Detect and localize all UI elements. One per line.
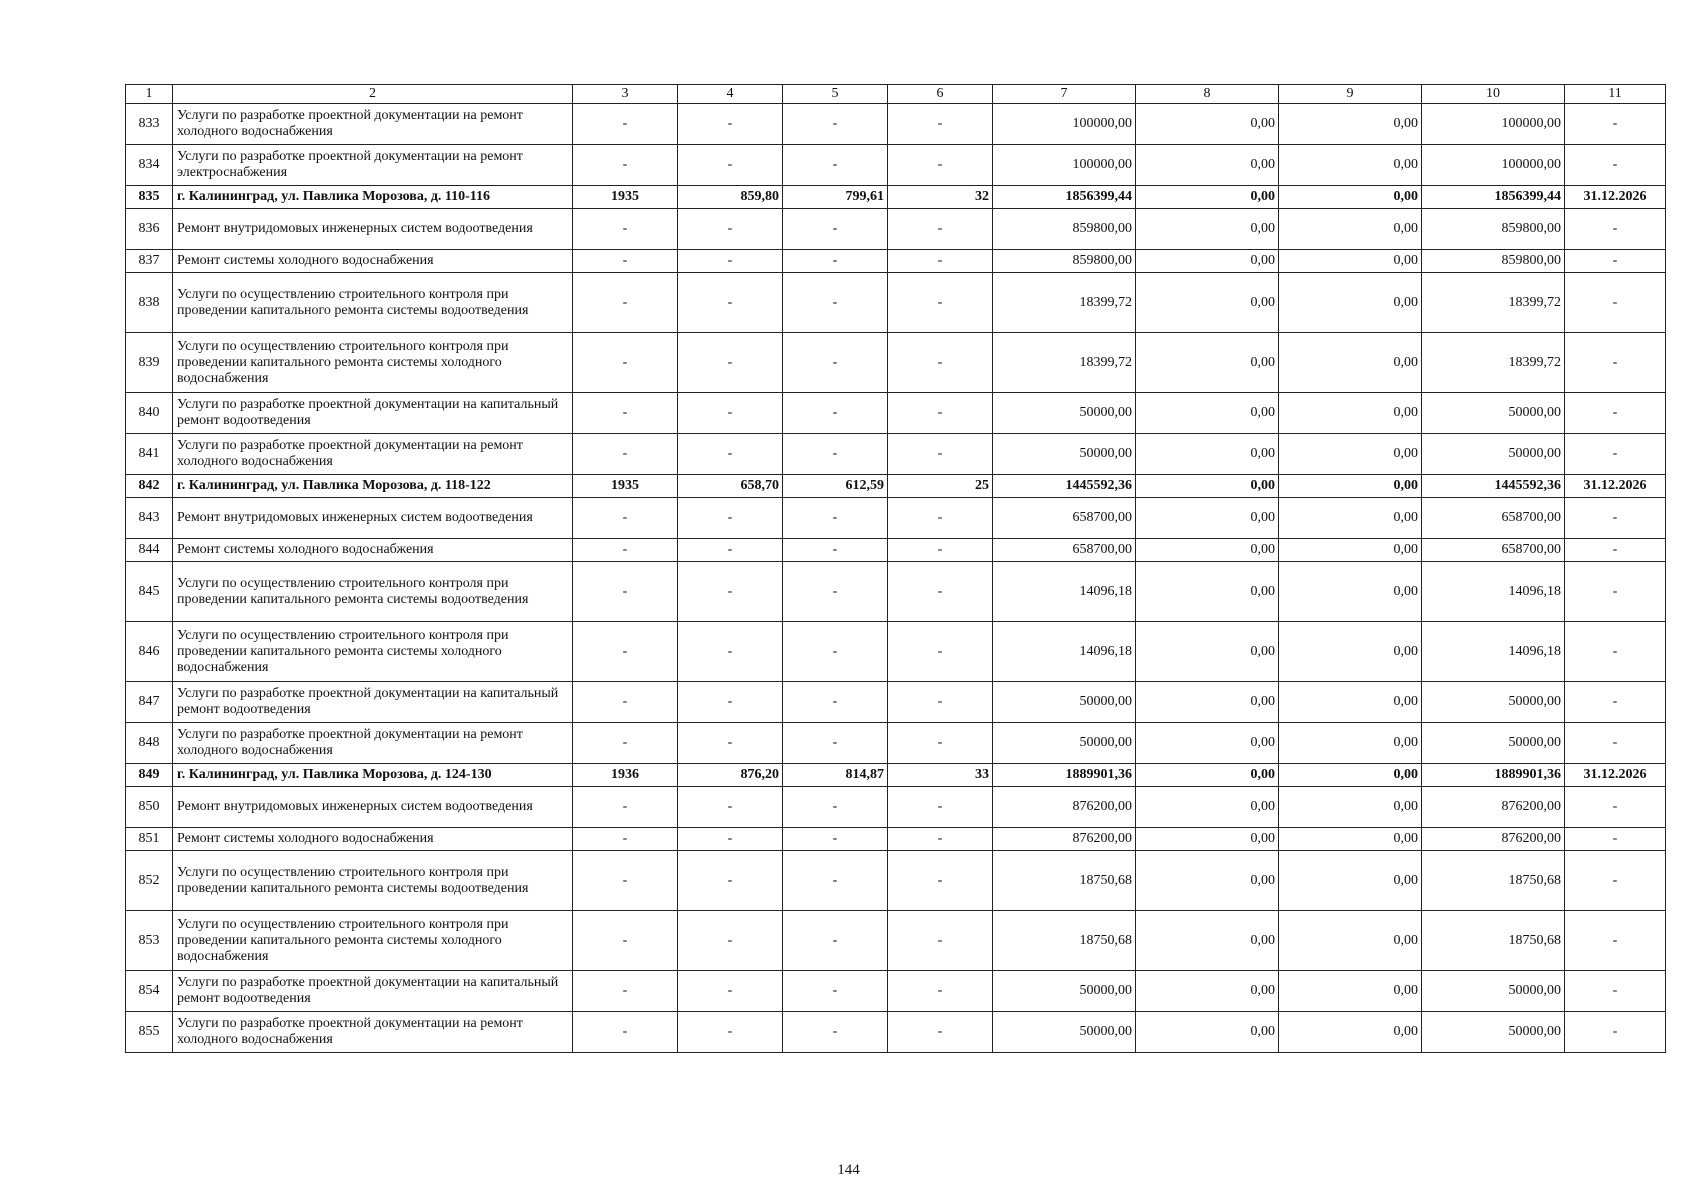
col6-cell: - bbox=[888, 104, 993, 145]
col10-cell: 1856399,44 bbox=[1422, 186, 1565, 209]
col10-cell: 859800,00 bbox=[1422, 250, 1565, 273]
col4-cell: - bbox=[678, 828, 783, 851]
row-number-cell: 847 bbox=[126, 682, 173, 723]
col5-cell: - bbox=[783, 682, 888, 723]
table-row bbox=[126, 682, 1666, 723]
col3-cell: - bbox=[573, 434, 678, 475]
item-name-cell: г. Калининград, ул. Павлика Морозова, д. 118-122 bbox=[173, 475, 573, 498]
col6-cell: - bbox=[888, 145, 993, 186]
col11-cell: 31.12.2026 bbox=[1565, 475, 1666, 498]
col7-cell: 14096,18 bbox=[993, 622, 1136, 682]
col7-cell: 50000,00 bbox=[993, 434, 1136, 475]
col4-cell: - bbox=[678, 851, 783, 911]
column-header-cell: 6 bbox=[888, 85, 993, 104]
col3-cell: - bbox=[573, 828, 678, 851]
column-number-header bbox=[126, 85, 1666, 104]
col4-cell: 859,80 bbox=[678, 186, 783, 209]
col5-cell: - bbox=[783, 209, 888, 250]
col4-cell: - bbox=[678, 682, 783, 723]
col3-cell: - bbox=[573, 911, 678, 971]
col8-cell: 0,00 bbox=[1136, 145, 1279, 186]
col10-cell: 50000,00 bbox=[1422, 434, 1565, 475]
col6-cell: - bbox=[888, 682, 993, 723]
col8-cell: 0,00 bbox=[1136, 682, 1279, 723]
col10-cell: 18399,72 bbox=[1422, 273, 1565, 333]
program-table bbox=[125, 84, 1666, 1053]
table-row bbox=[126, 104, 1666, 145]
col11-cell: - bbox=[1565, 851, 1666, 911]
row-number-cell: 854 bbox=[126, 971, 173, 1012]
col11-cell: - bbox=[1565, 434, 1666, 475]
table-row bbox=[126, 911, 1666, 971]
col5-cell: - bbox=[783, 434, 888, 475]
col10-cell: 50000,00 bbox=[1422, 393, 1565, 434]
col4-cell: - bbox=[678, 539, 783, 562]
col9-cell: 0,00 bbox=[1279, 104, 1422, 145]
table-row bbox=[126, 145, 1666, 186]
col5-cell: - bbox=[783, 851, 888, 911]
col7-cell: 876200,00 bbox=[993, 828, 1136, 851]
col6-cell: - bbox=[888, 539, 993, 562]
col6-cell: - bbox=[888, 273, 993, 333]
col6-cell: 25 bbox=[888, 475, 993, 498]
col8-cell: 0,00 bbox=[1136, 1012, 1279, 1053]
row-number-cell: 850 bbox=[126, 787, 173, 828]
col9-cell: 0,00 bbox=[1279, 539, 1422, 562]
col5-cell: 612,59 bbox=[783, 475, 888, 498]
col3-cell: - bbox=[573, 562, 678, 622]
col10-cell: 50000,00 bbox=[1422, 682, 1565, 723]
table-row bbox=[126, 539, 1666, 562]
col3-cell: - bbox=[573, 787, 678, 828]
col11-cell: - bbox=[1565, 911, 1666, 971]
column-header-cell: 1 bbox=[126, 85, 173, 104]
col4-cell: - bbox=[678, 562, 783, 622]
col9-cell: 0,00 bbox=[1279, 333, 1422, 393]
col6-cell: - bbox=[888, 333, 993, 393]
item-name-cell: Услуги по осуществлению строительного контроля при проведении капитального ремонта системы холодного водоснабжения bbox=[173, 333, 573, 393]
item-name-cell: Ремонт системы холодного водоснабжения bbox=[173, 539, 573, 562]
col7-cell: 658700,00 bbox=[993, 498, 1136, 539]
col4-cell: - bbox=[678, 1012, 783, 1053]
col8-cell: 0,00 bbox=[1136, 498, 1279, 539]
col7-cell: 658700,00 bbox=[993, 539, 1136, 562]
col8-cell: 0,00 bbox=[1136, 186, 1279, 209]
col5-cell: - bbox=[783, 971, 888, 1012]
col5-cell: - bbox=[783, 250, 888, 273]
col7-cell: 1889901,36 bbox=[993, 764, 1136, 787]
col3-cell: 1935 bbox=[573, 475, 678, 498]
row-number-cell: 835 bbox=[126, 186, 173, 209]
row-number-cell: 849 bbox=[126, 764, 173, 787]
col8-cell: 0,00 bbox=[1136, 273, 1279, 333]
col7-cell: 18750,68 bbox=[993, 851, 1136, 911]
col6-cell: - bbox=[888, 971, 993, 1012]
row-number-cell: 841 bbox=[126, 434, 173, 475]
col9-cell: 0,00 bbox=[1279, 851, 1422, 911]
col10-cell: 100000,00 bbox=[1422, 104, 1565, 145]
col3-cell: - bbox=[573, 104, 678, 145]
col5-cell: - bbox=[783, 828, 888, 851]
col4-cell: - bbox=[678, 273, 783, 333]
row-number-cell: 852 bbox=[126, 851, 173, 911]
col4-cell: - bbox=[678, 209, 783, 250]
col8-cell: 0,00 bbox=[1136, 250, 1279, 273]
col9-cell: 0,00 bbox=[1279, 250, 1422, 273]
col8-cell: 0,00 bbox=[1136, 104, 1279, 145]
col4-cell: - bbox=[678, 498, 783, 539]
col10-cell: 1889901,36 bbox=[1422, 764, 1565, 787]
column-header-cell: 11 bbox=[1565, 85, 1666, 104]
col11-cell: - bbox=[1565, 333, 1666, 393]
row-number-cell: 855 bbox=[126, 1012, 173, 1053]
table-row bbox=[126, 333, 1666, 393]
col11-cell: - bbox=[1565, 250, 1666, 273]
col8-cell: 0,00 bbox=[1136, 971, 1279, 1012]
col9-cell: 0,00 bbox=[1279, 682, 1422, 723]
col5-cell: - bbox=[783, 1012, 888, 1053]
column-header-cell: 9 bbox=[1279, 85, 1422, 104]
col11-cell: - bbox=[1565, 104, 1666, 145]
col9-cell: 0,00 bbox=[1279, 828, 1422, 851]
column-header-cell: 5 bbox=[783, 85, 888, 104]
col9-cell: 0,00 bbox=[1279, 186, 1422, 209]
col10-cell: 876200,00 bbox=[1422, 787, 1565, 828]
col11-cell: 31.12.2026 bbox=[1565, 764, 1666, 787]
col3-cell: - bbox=[573, 273, 678, 333]
col8-cell: 0,00 bbox=[1136, 764, 1279, 787]
col5-cell: 814,87 bbox=[783, 764, 888, 787]
item-name-cell: Услуги по осуществлению строительного контроля при проведении капитального ремонта системы холодного водоснабжения bbox=[173, 911, 573, 971]
table-row bbox=[126, 787, 1666, 828]
col6-cell: - bbox=[888, 851, 993, 911]
col4-cell: - bbox=[678, 723, 783, 764]
table-row bbox=[126, 851, 1666, 911]
row-number-cell: 836 bbox=[126, 209, 173, 250]
col7-cell: 18750,68 bbox=[993, 911, 1136, 971]
col7-cell: 14096,18 bbox=[993, 562, 1136, 622]
col3-cell: - bbox=[573, 682, 678, 723]
col10-cell: 50000,00 bbox=[1422, 1012, 1565, 1053]
table-row bbox=[126, 250, 1666, 273]
col3-cell: - bbox=[573, 539, 678, 562]
col4-cell: - bbox=[678, 393, 783, 434]
address-row bbox=[126, 186, 1666, 209]
col4-cell: - bbox=[678, 145, 783, 186]
item-name-cell: Услуги по разработке проектной документации на капитальный ремонт водоотведения bbox=[173, 682, 573, 723]
row-number-cell: 837 bbox=[126, 250, 173, 273]
col7-cell: 50000,00 bbox=[993, 1012, 1136, 1053]
col5-cell: - bbox=[783, 393, 888, 434]
col9-cell: 0,00 bbox=[1279, 562, 1422, 622]
item-name-cell: Ремонт системы холодного водоснабжения bbox=[173, 828, 573, 851]
col5-cell: - bbox=[783, 539, 888, 562]
row-number-cell: 839 bbox=[126, 333, 173, 393]
row-number-cell: 853 bbox=[126, 911, 173, 971]
col3-cell: 1935 bbox=[573, 186, 678, 209]
item-name-cell: Услуги по разработке проектной документации на ремонт холодного водоснабжения bbox=[173, 723, 573, 764]
item-name-cell: г. Калининград, ул. Павлика Морозова, д. 110-116 bbox=[173, 186, 573, 209]
col9-cell: 0,00 bbox=[1279, 145, 1422, 186]
col10-cell: 859800,00 bbox=[1422, 209, 1565, 250]
item-name-cell: Услуги по разработке проектной документации на ремонт электроснабжения bbox=[173, 145, 573, 186]
item-name-cell: Услуги по осуществлению строительного контроля при проведении капитального ремонта системы водоотведения bbox=[173, 851, 573, 911]
column-header-cell: 3 bbox=[573, 85, 678, 104]
col10-cell: 658700,00 bbox=[1422, 539, 1565, 562]
col8-cell: 0,00 bbox=[1136, 333, 1279, 393]
col10-cell: 1445592,36 bbox=[1422, 475, 1565, 498]
col6-cell: - bbox=[888, 787, 993, 828]
col3-cell: - bbox=[573, 971, 678, 1012]
col5-cell: - bbox=[783, 562, 888, 622]
col10-cell: 18750,68 bbox=[1422, 911, 1565, 971]
col7-cell: 50000,00 bbox=[993, 393, 1136, 434]
col9-cell: 0,00 bbox=[1279, 622, 1422, 682]
col11-cell: - bbox=[1565, 682, 1666, 723]
col9-cell: 0,00 bbox=[1279, 209, 1422, 250]
col5-cell: 799,61 bbox=[783, 186, 888, 209]
row-number-cell: 851 bbox=[126, 828, 173, 851]
col6-cell: - bbox=[888, 723, 993, 764]
col8-cell: 0,00 bbox=[1136, 475, 1279, 498]
col8-cell: 0,00 bbox=[1136, 828, 1279, 851]
col9-cell: 0,00 bbox=[1279, 475, 1422, 498]
item-name-cell: г. Калининград, ул. Павлика Морозова, д. 124-130 bbox=[173, 764, 573, 787]
col11-cell: - bbox=[1565, 1012, 1666, 1053]
col5-cell: - bbox=[783, 498, 888, 539]
col6-cell: - bbox=[888, 622, 993, 682]
col9-cell: 0,00 bbox=[1279, 1012, 1422, 1053]
col10-cell: 50000,00 bbox=[1422, 971, 1565, 1012]
col11-cell: - bbox=[1565, 971, 1666, 1012]
item-name-cell: Услуги по разработке проектной документации на ремонт холодного водоснабжения bbox=[173, 1012, 573, 1053]
col11-cell: - bbox=[1565, 145, 1666, 186]
col8-cell: 0,00 bbox=[1136, 622, 1279, 682]
col11-cell: - bbox=[1565, 562, 1666, 622]
col5-cell: - bbox=[783, 723, 888, 764]
row-number-cell: 834 bbox=[126, 145, 173, 186]
row-number-cell: 844 bbox=[126, 539, 173, 562]
item-name-cell: Ремонт внутридомовых инженерных систем водоотведения bbox=[173, 787, 573, 828]
col11-cell: - bbox=[1565, 393, 1666, 434]
col5-cell: - bbox=[783, 622, 888, 682]
table-row bbox=[126, 393, 1666, 434]
col3-cell: - bbox=[573, 1012, 678, 1053]
col3-cell: 1936 bbox=[573, 764, 678, 787]
col5-cell: - bbox=[783, 911, 888, 971]
col3-cell: - bbox=[573, 250, 678, 273]
row-number-cell: 833 bbox=[126, 104, 173, 145]
col6-cell: - bbox=[888, 911, 993, 971]
col6-cell: 33 bbox=[888, 764, 993, 787]
col6-cell: - bbox=[888, 1012, 993, 1053]
col7-cell: 859800,00 bbox=[993, 250, 1136, 273]
table-row bbox=[126, 971, 1666, 1012]
col8-cell: 0,00 bbox=[1136, 851, 1279, 911]
col10-cell: 14096,18 bbox=[1422, 622, 1565, 682]
col4-cell: 876,20 bbox=[678, 764, 783, 787]
item-name-cell: Услуги по разработке проектной документации на капитальный ремонт водоотведения bbox=[173, 393, 573, 434]
col11-cell: - bbox=[1565, 723, 1666, 764]
col3-cell: - bbox=[573, 723, 678, 764]
col3-cell: - bbox=[573, 209, 678, 250]
table-row bbox=[126, 273, 1666, 333]
col7-cell: 18399,72 bbox=[993, 273, 1136, 333]
col6-cell: 32 bbox=[888, 186, 993, 209]
table-row bbox=[126, 828, 1666, 851]
column-header-cell: 4 bbox=[678, 85, 783, 104]
item-name-cell: Ремонт внутридомовых инженерных систем водоотведения bbox=[173, 209, 573, 250]
item-name-cell: Услуги по разработке проектной документации на капитальный ремонт водоотведения bbox=[173, 971, 573, 1012]
col6-cell: - bbox=[888, 250, 993, 273]
col5-cell: - bbox=[783, 145, 888, 186]
col6-cell: - bbox=[888, 209, 993, 250]
col8-cell: 0,00 bbox=[1136, 562, 1279, 622]
col11-cell: - bbox=[1565, 498, 1666, 539]
col4-cell: 658,70 bbox=[678, 475, 783, 498]
column-header-cell: 7 bbox=[993, 85, 1136, 104]
col11-cell: - bbox=[1565, 209, 1666, 250]
col7-cell: 50000,00 bbox=[993, 682, 1136, 723]
col5-cell: - bbox=[783, 104, 888, 145]
col9-cell: 0,00 bbox=[1279, 787, 1422, 828]
table-row bbox=[126, 434, 1666, 475]
table-row bbox=[126, 498, 1666, 539]
col6-cell: - bbox=[888, 828, 993, 851]
col10-cell: 876200,00 bbox=[1422, 828, 1565, 851]
col8-cell: 0,00 bbox=[1136, 539, 1279, 562]
col7-cell: 100000,00 bbox=[993, 104, 1136, 145]
col6-cell: - bbox=[888, 393, 993, 434]
column-header-cell: 10 bbox=[1422, 85, 1565, 104]
col8-cell: 0,00 bbox=[1136, 787, 1279, 828]
col9-cell: 0,00 bbox=[1279, 911, 1422, 971]
col3-cell: - bbox=[573, 498, 678, 539]
col5-cell: - bbox=[783, 333, 888, 393]
col8-cell: 0,00 bbox=[1136, 434, 1279, 475]
col7-cell: 876200,00 bbox=[993, 787, 1136, 828]
table-body bbox=[126, 85, 1666, 1053]
address-row bbox=[126, 475, 1666, 498]
col11-cell: - bbox=[1565, 273, 1666, 333]
row-number-cell: 848 bbox=[126, 723, 173, 764]
row-number-cell: 845 bbox=[126, 562, 173, 622]
col9-cell: 0,00 bbox=[1279, 393, 1422, 434]
col9-cell: 0,00 bbox=[1279, 434, 1422, 475]
col4-cell: - bbox=[678, 333, 783, 393]
col4-cell: - bbox=[678, 622, 783, 682]
col4-cell: - bbox=[678, 250, 783, 273]
col10-cell: 18399,72 bbox=[1422, 333, 1565, 393]
col4-cell: - bbox=[678, 911, 783, 971]
item-name-cell: Услуги по разработке проектной документации на ремонт холодного водоснабжения bbox=[173, 104, 573, 145]
col7-cell: 1445592,36 bbox=[993, 475, 1136, 498]
col3-cell: - bbox=[573, 333, 678, 393]
col3-cell: - bbox=[573, 622, 678, 682]
col11-cell: - bbox=[1565, 622, 1666, 682]
col8-cell: 0,00 bbox=[1136, 911, 1279, 971]
col8-cell: 0,00 bbox=[1136, 209, 1279, 250]
col7-cell: 1856399,44 bbox=[993, 186, 1136, 209]
item-name-cell: Услуги по осуществлению строительного контроля при проведении капитального ремонта системы водоотведения bbox=[173, 562, 573, 622]
col7-cell: 18399,72 bbox=[993, 333, 1136, 393]
table-row bbox=[126, 723, 1666, 764]
col10-cell: 50000,00 bbox=[1422, 723, 1565, 764]
col7-cell: 859800,00 bbox=[993, 209, 1136, 250]
col9-cell: 0,00 bbox=[1279, 498, 1422, 539]
col4-cell: - bbox=[678, 971, 783, 1012]
item-name-cell: Услуги по осуществлению строительного контроля при проведении капитального ремонта системы холодного водоснабжения bbox=[173, 622, 573, 682]
table-row bbox=[126, 562, 1666, 622]
table-row bbox=[126, 622, 1666, 682]
row-number-cell: 843 bbox=[126, 498, 173, 539]
col6-cell: - bbox=[888, 562, 993, 622]
col8-cell: 0,00 bbox=[1136, 393, 1279, 434]
col10-cell: 658700,00 bbox=[1422, 498, 1565, 539]
col3-cell: - bbox=[573, 851, 678, 911]
item-name-cell: Ремонт внутридомовых инженерных систем водоотведения bbox=[173, 498, 573, 539]
col11-cell: - bbox=[1565, 539, 1666, 562]
col4-cell: - bbox=[678, 434, 783, 475]
column-header-cell: 2 bbox=[173, 85, 573, 104]
col10-cell: 100000,00 bbox=[1422, 145, 1565, 186]
col5-cell: - bbox=[783, 787, 888, 828]
col11-cell: 31.12.2026 bbox=[1565, 186, 1666, 209]
row-number-cell: 840 bbox=[126, 393, 173, 434]
table-row bbox=[126, 209, 1666, 250]
col8-cell: 0,00 bbox=[1136, 723, 1279, 764]
address-row bbox=[126, 764, 1666, 787]
item-name-cell: Ремонт системы холодного водоснабжения bbox=[173, 250, 573, 273]
col3-cell: - bbox=[573, 393, 678, 434]
row-number-cell: 846 bbox=[126, 622, 173, 682]
col9-cell: 0,00 bbox=[1279, 273, 1422, 333]
col9-cell: 0,00 bbox=[1279, 723, 1422, 764]
col10-cell: 18750,68 bbox=[1422, 851, 1565, 911]
row-number-cell: 842 bbox=[126, 475, 173, 498]
col9-cell: 0,00 bbox=[1279, 764, 1422, 787]
col11-cell: - bbox=[1565, 828, 1666, 851]
col7-cell: 50000,00 bbox=[993, 723, 1136, 764]
col4-cell: - bbox=[678, 104, 783, 145]
col7-cell: 50000,00 bbox=[993, 971, 1136, 1012]
page-number: 144 bbox=[837, 1162, 860, 1178]
table-row bbox=[126, 1012, 1666, 1053]
col9-cell: 0,00 bbox=[1279, 971, 1422, 1012]
col10-cell: 14096,18 bbox=[1422, 562, 1565, 622]
item-name-cell: Услуги по разработке проектной документации на ремонт холодного водоснабжения bbox=[173, 434, 573, 475]
col11-cell: - bbox=[1565, 787, 1666, 828]
col6-cell: - bbox=[888, 498, 993, 539]
row-number-cell: 838 bbox=[126, 273, 173, 333]
col6-cell: - bbox=[888, 434, 993, 475]
col3-cell: - bbox=[573, 145, 678, 186]
column-header-cell: 8 bbox=[1136, 85, 1279, 104]
col4-cell: - bbox=[678, 787, 783, 828]
item-name-cell: Услуги по осуществлению строительного контроля при проведении капитального ремонта системы водоотведения bbox=[173, 273, 573, 333]
col5-cell: - bbox=[783, 273, 888, 333]
col7-cell: 100000,00 bbox=[993, 145, 1136, 186]
